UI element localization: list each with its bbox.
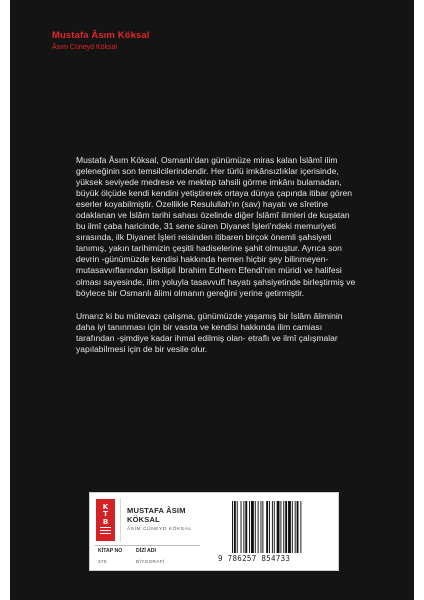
dizi-adi-label: DİZİ ADI [136,548,156,554]
barcode-bar [269,501,270,553]
kitap-no-label: KİTAP NO [98,548,123,554]
book-back-cover [10,0,414,600]
logo-letter-t: T [103,510,108,519]
barcode-bar [288,501,291,553]
barcode-bar [300,501,301,553]
barcode-bar [262,501,263,553]
barcode-bar [272,501,273,553]
barcode-bar [283,501,284,553]
barcode-bar [255,501,256,553]
box-title [127,507,186,524]
barcode-bar [232,501,233,553]
barcode-bar [274,501,275,553]
barcode-bar [243,501,244,553]
publisher-info-box [89,492,339,571]
barcode-bar [261,501,262,553]
barcode-bar [237,501,238,553]
barcode-bar [234,501,236,553]
logo-stripes-icon [100,527,111,536]
barcode-bar [241,501,242,553]
box-subtitle: ÂSIM CÜNEYD KÖKSAL [127,527,192,532]
author-name: Mustafa Âsım Köksal [52,30,150,41]
isbn-number: 9 786257 854733 [218,554,291,563]
barcode-bar [251,501,254,553]
publisher-logo [96,499,115,541]
editor-name: Âsım Cüneyd Köksal [52,44,117,51]
kitap-no-value: 379 [98,559,107,564]
barcode-bar [292,501,293,553]
blurb-text [76,155,356,355]
barcode-icon [230,501,328,553]
barcode-bar [249,501,250,553]
logo-divider [120,498,121,542]
barcode-bar [280,501,281,553]
barcode-bar [297,501,299,553]
blurb-paragraph-2: Umarız ki bu mütevazı çalışma, günümüzde yaşamış bir İslâm âliminin daha iyi tanınması için bir vasıta ve kendisi hakkında ilim camiası tarafından -şimdiye kadar ihmal edilmiş olan- etraflı ve ilmî çalışmalar yapılabilmesi için de bir vesile olur. [76,310,343,354]
barcode-bar [258,501,259,553]
logo-letter-b: B [102,517,109,526]
barcode-bar [266,501,268,553]
logo-letter-k: K [102,502,109,511]
barcode-bar [295,501,296,553]
barcode-bar [245,501,247,553]
box-title-line-2: KÖKSAL [127,514,160,524]
dizi-adi-value: BİYOGRAFİ [136,559,165,564]
blurb-paragraph-1: Mustafa Âsım Köksal, Osmanlı'dan günümüze miras kalan İslâmî ilim geleneğinin son temsilcilerindendir. Her türlü imkânsızlıklar içerisinde, yüksek seviyede medrese ve mektep tahsili görme imkânı bulamadan, büyük ölçüde kendi kendini yetiştirerek ortaya dünya çapında itibar gören eserler koyabilmiştir. Özellikle Resulullah'ın (sav) hayatı ve sîretine odaklanan ve İslâm tarihi sahası özelinde diğer İslâmî ilimleri de kuşatan bu ilmî çaba haricinde, 31 sene süren Diyanet İşleri'ndeki memuriyeti sırasında, ilk Diyanet İşleri reisinden itibaren birçok önemli şahsiyeti tanımış, yakın tarihimizin çeşitli hadiselerine şahit olmuştur. Ayrıca son devrin -günümüzde kendisi hakkında hemen hiçbir şey bilinmeyen- mutasavvıflarından İskilipli İbrahim Edhem Efendi'nin müridi ve halifesi olması sayesinde, ilim yoluyla tasavvufî hayatı şahsiyetinde birleştirmiş ve böylece bir Osmanlı âlimi olmanın gereğini yerine getirmiştir. [76,155,356,298]
author-header [52,30,149,51]
box-divider [95,545,200,546]
barcode-bar [277,501,280,553]
barcode-bar [285,501,287,553]
box-title-line-1: MUSTAFA ÂSIM [127,506,186,515]
